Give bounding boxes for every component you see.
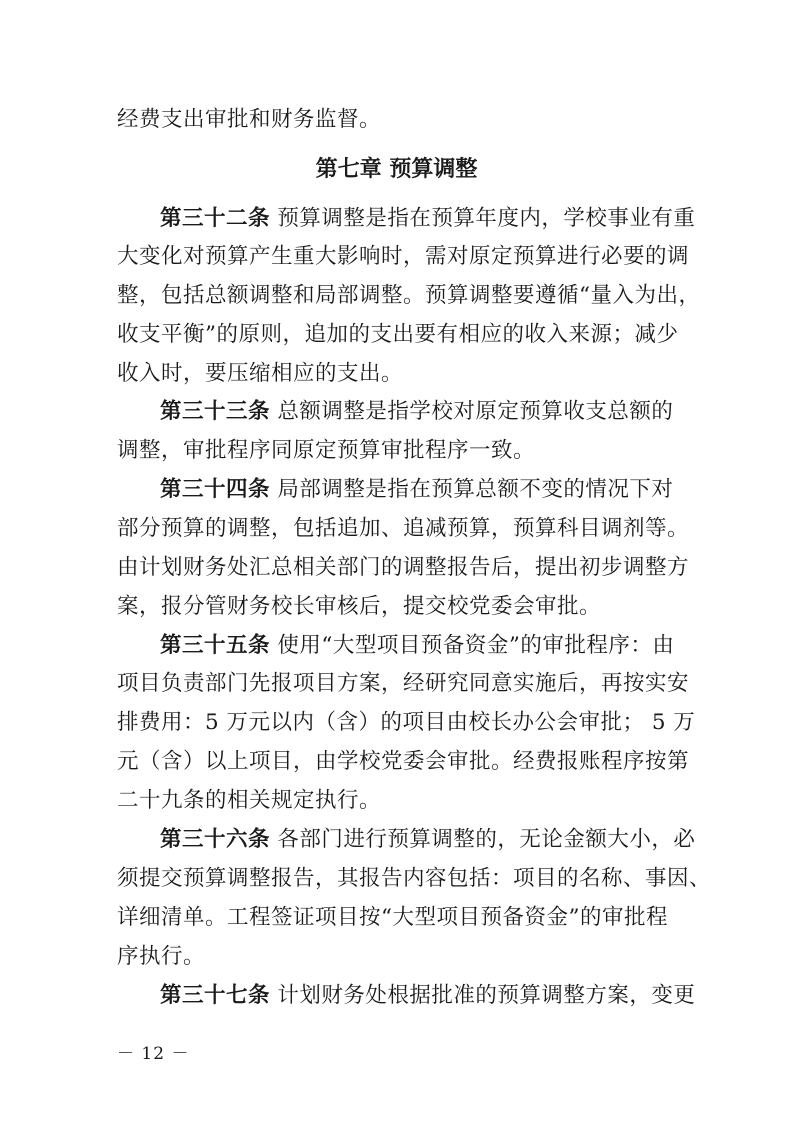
article-35-line-3: 排费用：5 万元以内（含）的项目由校长办公会审批； 5 万 [117, 710, 696, 735]
article-34-line-3: 由计划财务处汇总相关部门的调整报告后，提出初步调整方 [117, 555, 690, 580]
article-35-line-4: 元（含）以上项目，由学校党委会审批。经费报账程序按第 [117, 749, 690, 774]
chapter-title: 第七章 预算调整 [315, 157, 478, 182]
article-32-line-2: 大变化对预算产生重大影响时，需对原定预算进行必要的调 [117, 244, 690, 269]
article-36-line-4: 序执行。 [117, 944, 206, 969]
article-32-line-4: 收支平衡”的原则，追加的支出要有相应的收入来源；减少 [117, 322, 679, 347]
article-32-text: 预算调整是指在预算年度内，学校事业有重 [277, 206, 696, 231]
article-35-line-2: 项目负责部门先报项目方案，经研究同意实施后，再按实安 [117, 671, 690, 696]
article-34-line-4: 案，报分管财务校长审核后，提交校党委会审批。 [117, 594, 602, 619]
article-34-first-line [160, 476, 673, 504]
article-36-line-2: 须提交预算调整报告，其报告内容包括：项目的名称、事因、 [117, 866, 712, 891]
article-32-first-line [160, 205, 695, 233]
article-37-text: 计划财务处根据批准的预算调整方案，变更 [277, 983, 696, 1008]
article-36-label: 第三十六条 [160, 827, 271, 852]
article-34-line-2: 部分预算的调整，包括追加、追减预算，预算科目调剂等。 [117, 516, 690, 541]
article-35-label: 第三十五条 [160, 633, 271, 658]
article-36-first-line [160, 826, 695, 854]
article-32-line-5: 收入时，要压缩相应的支出。 [117, 361, 404, 386]
article-37-label: 第三十七条 [160, 983, 271, 1008]
article-33-label: 第三十三条 [160, 399, 271, 424]
article-33-first-line [160, 398, 673, 426]
article-36-line-3: 详细清单。工程签证项目按“大型项目预备资金”的审批程 [117, 905, 668, 930]
article-32-line-3: 整，包括总额调整和局部调整。预算调整要遵循“量入为出， [117, 283, 701, 308]
article-35-first-line [160, 632, 674, 660]
article-34-label: 第三十四条 [160, 477, 271, 502]
continuation-line: 经费支出审批和财务监督。 [117, 107, 382, 132]
article-32-label: 第三十二条 [160, 206, 271, 231]
article-37-first-line [160, 982, 695, 1010]
article-36-text: 各部门进行预算调整的，无论金额大小，必 [277, 827, 696, 852]
article-33-text: 总额调整是指学校对原定预算收支总额的 [277, 399, 674, 424]
article-33-line-2: 调整，审批程序同原定预算审批程序一致。 [117, 438, 536, 463]
page-number: － 12 － [117, 1044, 190, 1064]
article-35-line-5: 二十九条的相关规定执行。 [117, 788, 382, 813]
article-35-text: 使用“大型项目预备资金”的审批程序：由 [277, 633, 675, 658]
article-34-text: 局部调整是指在预算总额不变的情况下对 [277, 477, 674, 502]
